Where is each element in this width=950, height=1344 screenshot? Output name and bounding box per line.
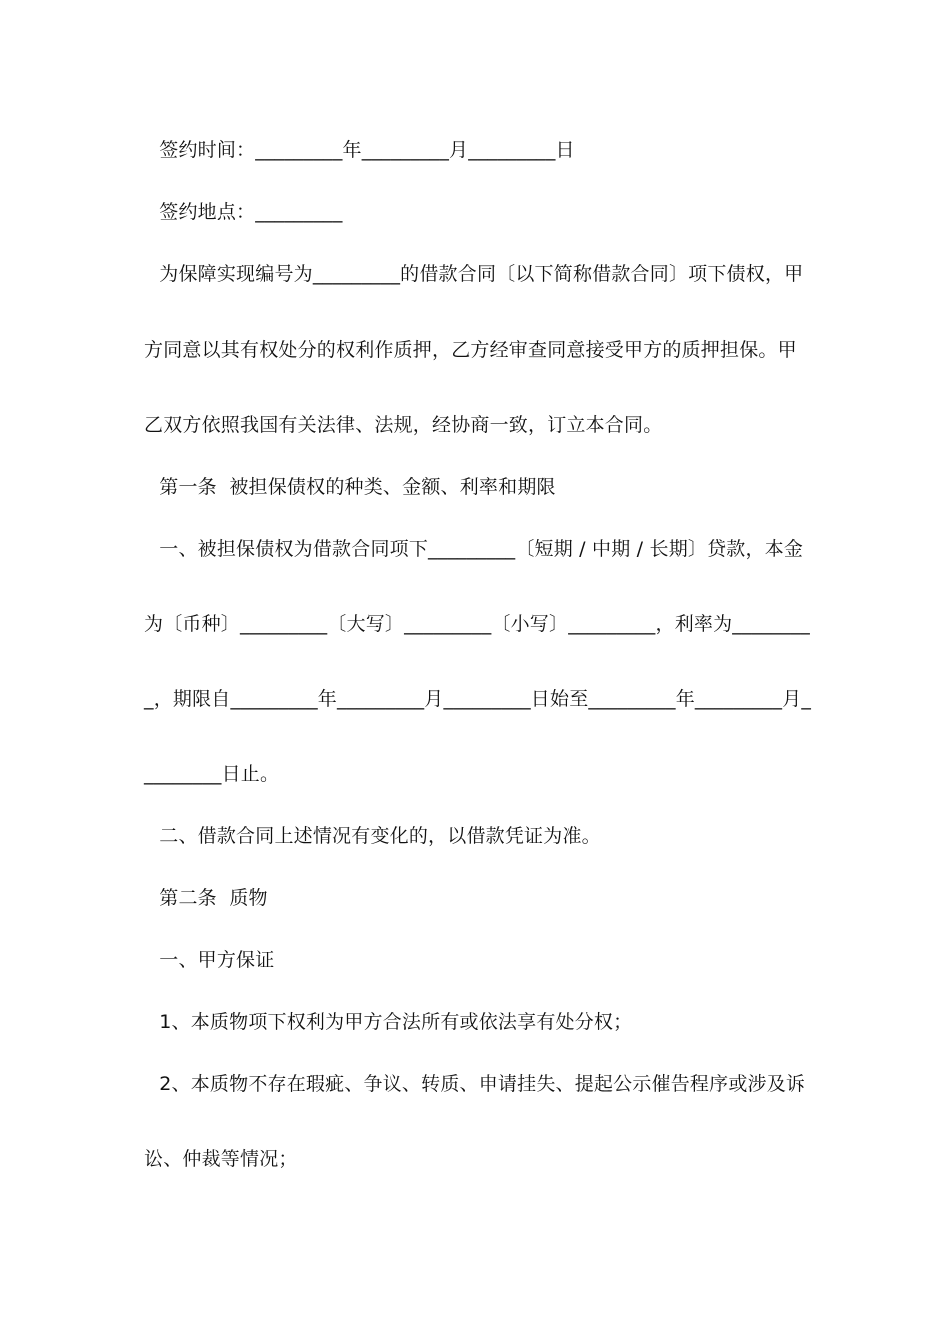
guarantee-item-2-line-2: 讼、仲裁等情况； [144, 1148, 298, 1170]
article-1-clause-1-line-1: 一、被担保债权为借款合同项下_________〔短期 / 中期 / 长期〕贷款，本金 [153, 538, 804, 560]
article-1-heading: 第一条 被担保债权的种类、金额、利率和期限 [153, 476, 556, 498]
article-1-clause-2: 二、借款合同上述情况有变化的，以借款凭证为准。 [153, 825, 601, 847]
signing-time-line: 签约时间：_________年_________月_________日 [153, 139, 575, 161]
guarantee-item-2-line-1: 2、本质物不存在瑕疵、争议、转质、申请挂失、提起公示催告程序或涉及诉 [153, 1073, 806, 1095]
party-a-guarantee-heading: 一、甲方保证 [153, 949, 275, 971]
article-1-clause-1-line-3: _，期限自_________年_________月_________日始至_________年_________月_ [144, 688, 812, 710]
article-2-heading: 第二条 质物 [153, 887, 268, 909]
article-1-clause-1-line-4: ________日止。 [144, 763, 280, 785]
preamble-line-3: 乙双方依照我国有关法律、法规，经协商一致，订立本合同。 [144, 414, 663, 436]
preamble-line-2: 方同意以其有权处分的权利作质押，乙方经审查同意接受甲方的质押担保。甲 [144, 339, 797, 361]
article-1-clause-1-line-2: 为〔币种〕_________〔大写〕_________〔小写〕_________，利率为________ [144, 613, 810, 635]
signing-place-line: 签约地点：_________ [153, 201, 343, 223]
guarantee-item-1: 1、本质物项下权利为甲方合法所有或依法享有处分权； [153, 1011, 633, 1033]
preamble-line-1: 为保障实现编号为_________的借款合同〔以下简称借款合同〕项下债权，甲 [153, 263, 804, 285]
